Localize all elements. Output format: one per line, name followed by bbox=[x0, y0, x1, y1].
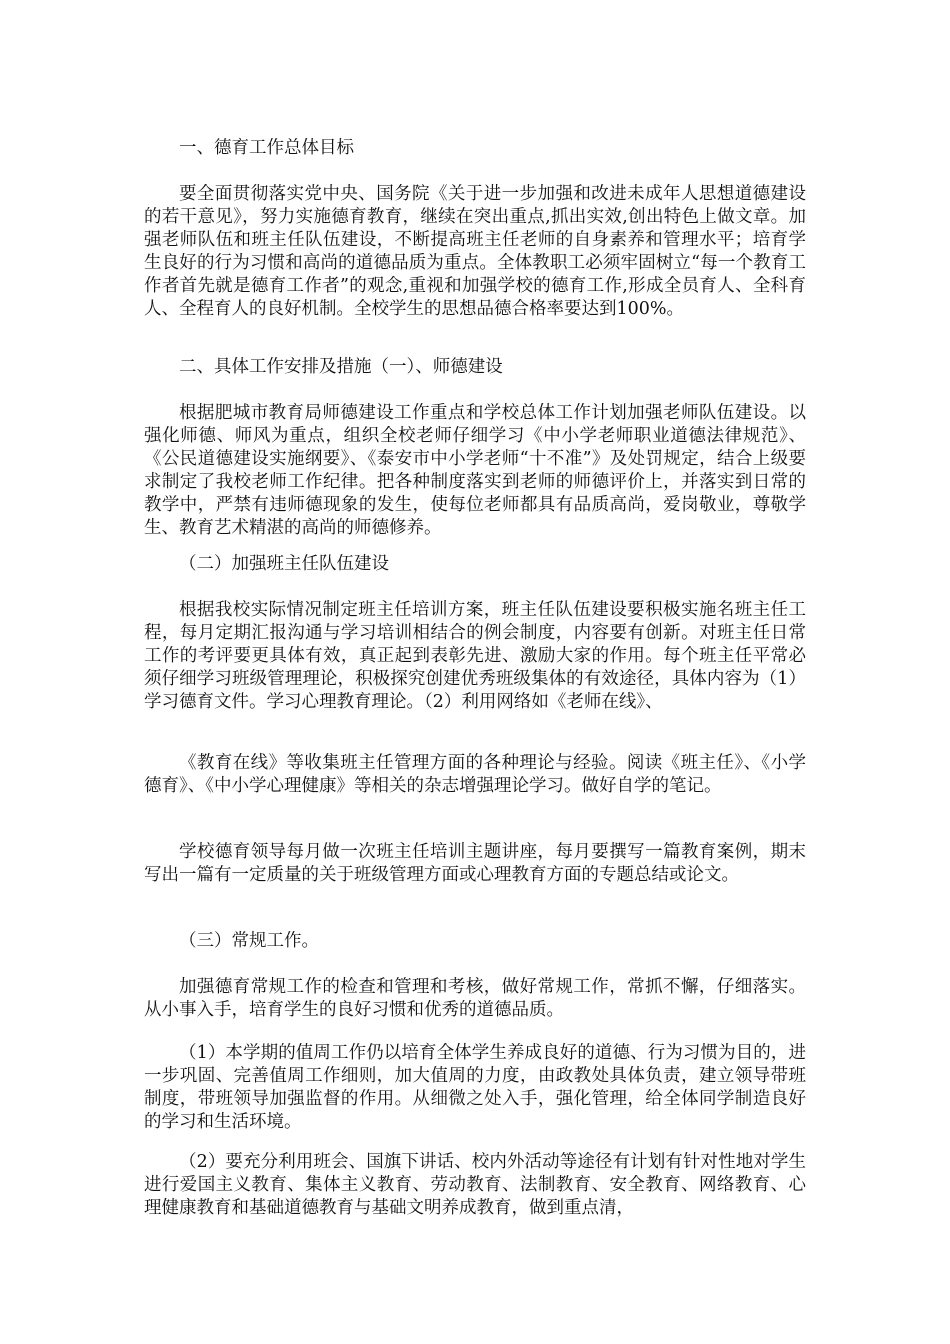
paragraph-education-channels: （2）要充分利用班会、国旗下讲话、校内外活动等途径有计划有针对性地对学生进行爱国主义教育、集体主义教育、劳动教育、法制教育、安全教育、网络教育、心理健康教育和基础道德教育与基础文明养成教育，做到重点清， bbox=[144, 1152, 806, 1218]
paragraph-lectures: 学校德育领导每月做一次班主任培训主题讲座，每月要撰写一篇教育案例，期末写出一篇有一定质量的关于班级管理方面或心理教育方面的专题总结或论文。 bbox=[144, 842, 806, 885]
paragraph-duty-week: （1）本学期的值周工作仍以培育全体学生养成良好的道德、行为习惯为目的，进一步巩固、完善值周工作细则，加大值周的力度，由政教处具体负责，建立领导带班制度，带班领导加强监督的作用。从细微之处入手，强化管理，给全体同学制造良好的学习和生活环境。 bbox=[144, 1043, 806, 1132]
document-page bbox=[144, 0, 806, 1344]
paragraph-class-teacher-training: 根据我校实际情况制定班主任培训方案，班主任队伍建设要积极实施名班主任工程，每月定期汇报沟通与学习培训相结合的例会制度，内容要有创新。对班主任日常工作的考评要更具体有效，真正起到表彰先进、激励大家的作用。每个班主任平常必须仔细学习班级管理理论，积极探究创建优秀班级集体的有效途径，具体内容为（1）学习德育文件。学习心理教育理论。（2）利用网络如《老师在线》、 bbox=[144, 600, 806, 712]
section-heading-routine: （三）常规工作。 bbox=[179, 931, 319, 951]
section-heading-goals: 一、德育工作总体目标 bbox=[179, 138, 354, 158]
paragraph-online-learning: 《教育在线》等收集班主任管理方面的各种理论与经验。阅读《班主任》、《小学德育》、《中小学心理健康》等相关的杂志增强理论学习。做好自学的笔记。 bbox=[144, 753, 806, 796]
section-heading-class-teachers: （二）加强班主任队伍建设 bbox=[179, 554, 389, 574]
paragraph-teacher-ethics: 根据肥城市教育局师德建设工作重点和学校总体工作计划加强老师队伍建设。以强化师德、师风为重点，组织全校老师仔细学习《中小学老师职业道德法律规范》、《公民道德建设实施纲要》、《泰安市中小学老师“十不准”》及处罚规定，结合上级要求制定了我校老师工作纪律。把各种制度落实到老师的师德评价上，并落实到日常的教学中，严禁有违师德现象的发生，使每位老师都具有品质高尚，爱岗敬业，尊敬学生、教育艺术精湛的高尚的师德修养。 bbox=[144, 403, 806, 538]
section-heading-arrangements: 二、具体工作安排及措施（一）、师德建设 bbox=[179, 357, 503, 377]
paragraph-routine-work: 加强德育常规工作的检查和管理和考核，做好常规工作，常抓不懈，仔细落实。从小事入手，培育学生的良好习惯和优秀的道德品质。 bbox=[144, 977, 806, 1020]
paragraph-goals: 要全面贯彻落实党中央、国务院《关于进一步加强和改进未成年人思想道德建设的若干意见》，努力实施德育教育，继续在突出重点,抓出实效,创出特色上做文章。加强老师队伍和班主任队伍建设，不断提高班主任老师的自身素养和管理水平；培育学生良好的行为习惯和高尚的道德品质为重点。全体教职工必须牢固树立“每一个教育工作者首先就是德育工作者”的观念,重视和加强学校的德育工作,形成全员育人、全科育人、全程育人的良好机制。全校学生的思想品德合格率要达到100%。 bbox=[144, 184, 806, 319]
